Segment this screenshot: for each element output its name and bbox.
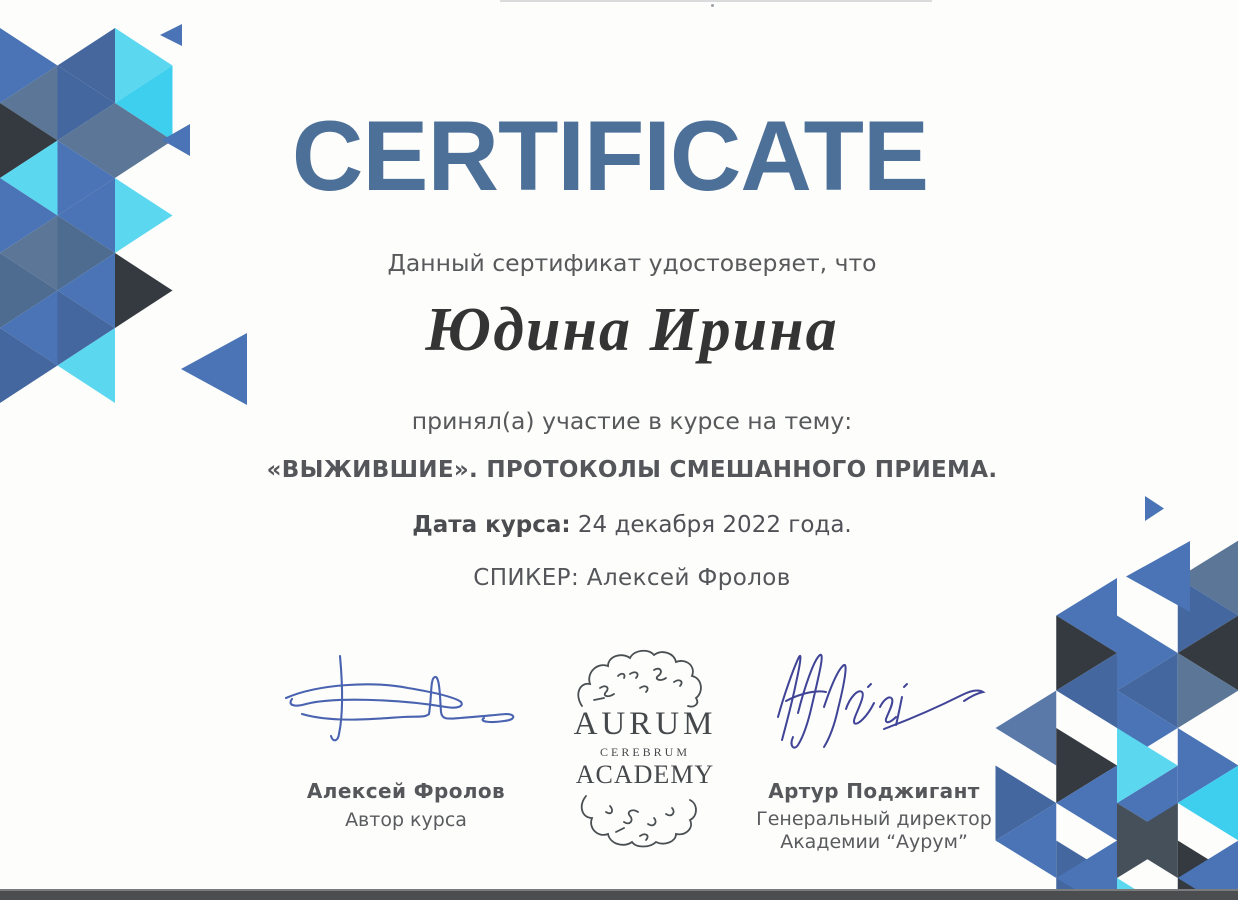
scan-speck xyxy=(711,4,714,7)
logo-line-academy: ACADEMY xyxy=(575,760,715,789)
brain-top-icon xyxy=(570,648,720,710)
right-signatory-role-2: Академии “Аурум” xyxy=(780,831,968,853)
course-date-value: 24 декабря 2022 года. xyxy=(570,512,852,538)
brain-bottom-icon xyxy=(570,792,720,848)
course-date-line xyxy=(26,512,1238,538)
recipient-name: Юдина Ирина xyxy=(425,296,839,364)
intro-line: Данный сертификат удостоверяет, что xyxy=(387,249,877,277)
right-signature xyxy=(756,645,991,760)
left-signatory-role: Автор курса xyxy=(345,809,467,831)
speaker-value: Алексей Фролов xyxy=(579,565,791,591)
course-title: «ВЫЖИВШИЕ». ПРОТОКОЛЫ СМЕШАННОГО ПРИЕМА. xyxy=(266,457,998,483)
aurum-academy-logo xyxy=(563,648,727,848)
right-signatory-name: Артур Поджигант xyxy=(768,779,980,803)
participation-line: принял(а) участие в курсе на тему: xyxy=(411,407,853,435)
scan-bottom-strip xyxy=(0,889,1238,900)
speaker-label: СПИКЕР: xyxy=(473,565,580,591)
certificate-title: CERTIFICATE xyxy=(291,100,929,211)
left-signature xyxy=(278,648,528,758)
right-signatory-role-1: Генеральный директор xyxy=(756,808,992,830)
speaker-line xyxy=(26,565,1238,591)
scan-edge-line xyxy=(500,0,932,2)
course-date-label: Дата курса: xyxy=(412,512,571,538)
logo-line-aurum: AURUM xyxy=(573,706,717,742)
logo-line-cerebrum: CEREBRUM xyxy=(599,745,690,759)
left-signatory-name: Алексей Фролов xyxy=(306,779,506,803)
